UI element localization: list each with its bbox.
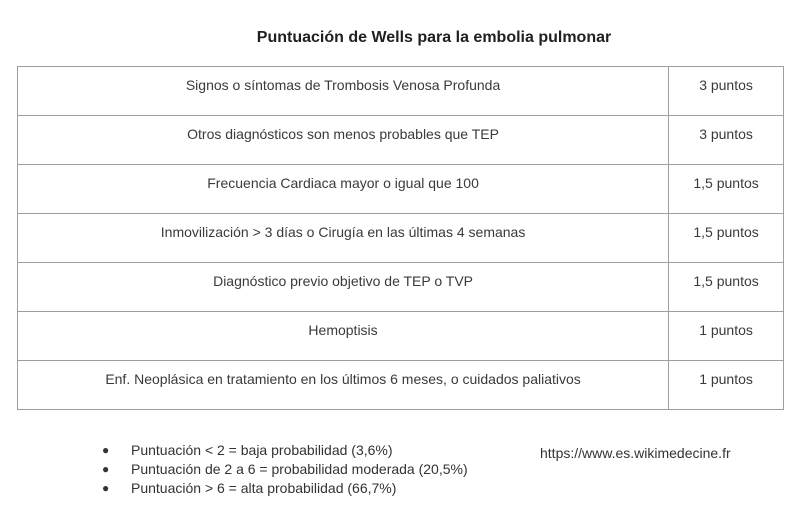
criterion-text: Signos o síntomas de Trombosis Venosa Profunda [185, 77, 501, 93]
table-row [18, 263, 784, 312]
criterion-text: Inmovilización > 3 días o Cirugía en las últimas 4 semanas [160, 224, 526, 240]
points-text: 1,5 puntos [693, 175, 759, 191]
points-cell [669, 263, 784, 312]
points-cell [669, 312, 784, 361]
probability-legend [0, 441, 468, 498]
points-text: 1 puntos [699, 371, 753, 387]
bullet-icon: ● [102, 443, 110, 457]
criterion-text: Diagnóstico previo objetivo de TEP o TVP [213, 273, 474, 289]
points-text: 3 puntos [699, 126, 753, 142]
list-item [102, 479, 468, 498]
legend-text: Puntuación < 2 = baja probabilidad (3,6%) [131, 442, 393, 458]
criterion-cell [18, 361, 669, 410]
points-cell [669, 361, 784, 410]
points-cell [669, 116, 784, 165]
points-text: 1 puntos [699, 322, 753, 338]
criterion-text: Enf. Neoplásica en tratamiento en los últimos 6 meses, o cuidados paliativos [105, 371, 581, 387]
criterion-cell [18, 214, 669, 263]
table-row [18, 361, 784, 410]
criterion-cell [18, 67, 669, 116]
table-row [18, 165, 784, 214]
table-row [18, 214, 784, 263]
criterion-cell [18, 116, 669, 165]
criterion-text: Otros diagnósticos son menos probables que TEP [187, 126, 499, 142]
points-cell [669, 165, 784, 214]
list-item [102, 441, 468, 460]
legend-text: Puntuación de 2 a 6 = probabilidad moderada (20,5%) [131, 461, 468, 477]
source-url: https://www.es.wikimedecine.fr [540, 445, 731, 461]
list-item [102, 460, 468, 479]
criterion-text: Hemoptisis [308, 322, 378, 338]
table-row [18, 312, 784, 361]
points-text: 1,5 puntos [693, 224, 759, 240]
points-cell [669, 214, 784, 263]
criterion-text: Frecuencia Cardiaca mayor o igual que 100 [207, 175, 479, 191]
criterion-cell [18, 263, 669, 312]
points-text: 1,5 puntos [693, 273, 759, 289]
criterion-cell [18, 312, 669, 361]
table-row [18, 67, 784, 116]
bullet-icon: ● [102, 462, 110, 476]
wells-score-table [17, 66, 784, 410]
table-row [18, 116, 784, 165]
legend-text: Puntuación > 6 = alta probabilidad (66,7%) [131, 480, 397, 496]
points-cell [669, 67, 784, 116]
bullet-icon: ● [102, 481, 110, 495]
points-text: 3 puntos [699, 77, 753, 93]
page-title: Puntuación de Wells para la embolia pulmonar [256, 29, 612, 46]
criterion-cell [18, 165, 669, 214]
